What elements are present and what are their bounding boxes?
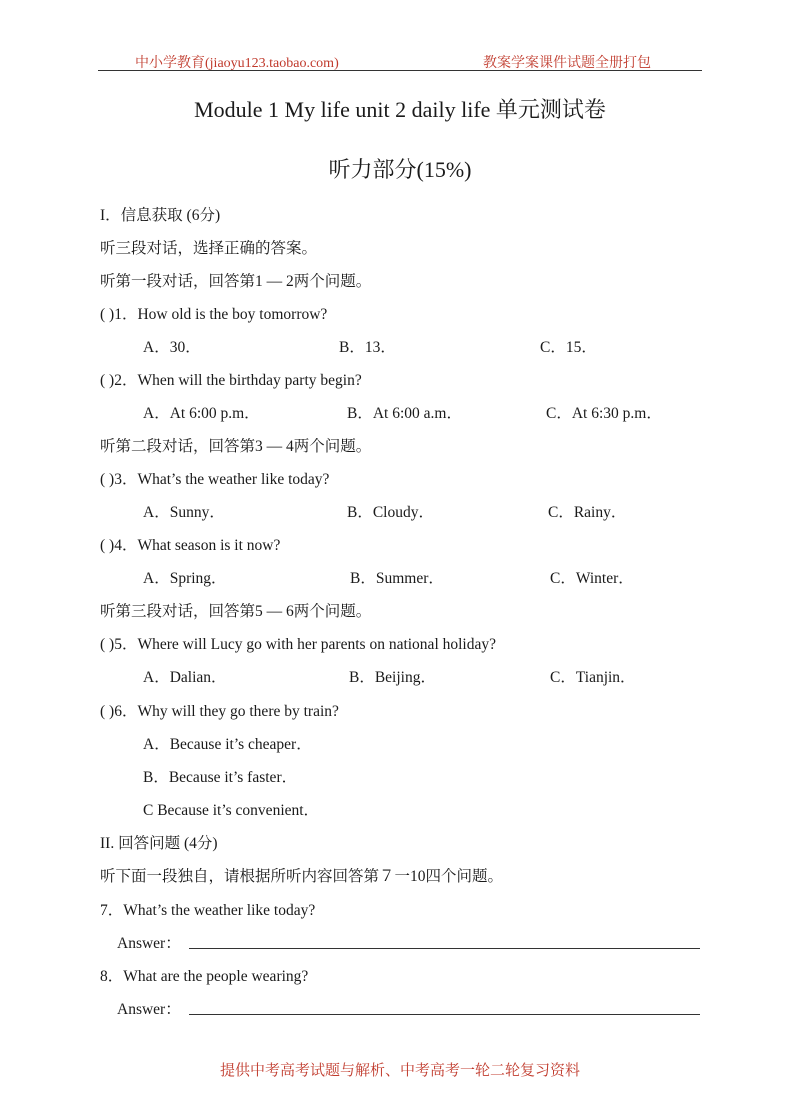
section2-instruction: 听下面一段独自，请根据所听内容回答第７一10四个问题。 bbox=[100, 868, 504, 885]
section1-heading: I．信息获取 (6分) bbox=[100, 207, 221, 224]
footer-text: 提供中考高考试题与解析、中考高考一轮二轮复习资料 bbox=[219, 1063, 580, 1079]
question-4-option-a: A．Spring． bbox=[143, 570, 227, 587]
question-5: ( )5．Where will Lucy go with her parents on national holiday? bbox=[100, 636, 496, 653]
question-1-option-a: A．30． bbox=[143, 339, 201, 356]
group3-intro: 听第三段对话，回答第5 — 6两个问题。 bbox=[100, 603, 372, 620]
question-2-option-c: C．At 6:30 p.m． bbox=[546, 405, 662, 422]
page-title: Module 1 My life unit 2 daily life 单元测试卷 bbox=[194, 97, 606, 122]
section1-instruction: 听三段对话，选择正确的答案。 bbox=[100, 240, 318, 257]
question-4-option-c: C．Winter． bbox=[550, 570, 634, 587]
question-7-answer-label: Answer： bbox=[117, 935, 181, 952]
header-right-text: 教案学案课件试题全册打包 bbox=[483, 56, 651, 71]
question-5-option-a: A．Dalian． bbox=[143, 669, 227, 686]
question-8: 8．What are the people wearing? bbox=[100, 968, 309, 985]
question-2: ( )2．When will the birthday party begin? bbox=[100, 372, 362, 389]
question-3-option-a: A．Sunny． bbox=[143, 504, 225, 521]
question-2-option-a: A．At 6:00 p.m． bbox=[143, 405, 260, 422]
question-2-option-b: B．At 6:00 a.m． bbox=[347, 405, 462, 422]
group2-intro: 听第二段对话，回答第3 — 4两个问题。 bbox=[100, 438, 372, 455]
group1-intro: 听第一段对话，回答第1 — 2两个问题。 bbox=[100, 273, 372, 290]
section-subtitle: 听力部分(15%) bbox=[328, 157, 472, 182]
question-3-option-c: C．Rainy． bbox=[548, 504, 627, 521]
question-1-option-b: B．13． bbox=[339, 339, 396, 356]
question-5-option-c: C．Tianjin． bbox=[550, 669, 636, 686]
question-1-option-c: C．15． bbox=[540, 339, 597, 356]
question-6-option-c: C Because it’s convenient． bbox=[143, 802, 320, 819]
question-7: 7．What’s the weather like today? bbox=[100, 902, 316, 919]
question-5-option-b: B．Beijing． bbox=[349, 669, 436, 686]
question-7-answer-line[interactable] bbox=[189, 948, 700, 949]
section2-heading: II. 回答问题 (4分) bbox=[100, 835, 218, 852]
question-1: ( )1．How old is the boy tomorrow? bbox=[100, 306, 328, 323]
question-8-answer-label: Answer： bbox=[117, 1001, 181, 1018]
question-4: ( )4．What season is it now? bbox=[100, 537, 281, 554]
header-divider bbox=[98, 70, 702, 71]
question-3-option-b: B．Cloudy． bbox=[347, 504, 434, 521]
question-8-answer-line[interactable] bbox=[189, 1014, 700, 1015]
question-6-option-a: A．Because it’s cheaper． bbox=[143, 736, 312, 753]
question-3: ( )3．What’s the weather like today? bbox=[100, 471, 330, 488]
question-6: ( )6．Why will they go there by train? bbox=[100, 703, 339, 720]
header-left-text: 中小学教育(jiaoyu123.taobao.com) bbox=[135, 56, 339, 71]
question-4-option-b: B．Summer． bbox=[350, 570, 444, 587]
question-6-option-b: B．Because it’s faster． bbox=[143, 769, 298, 786]
